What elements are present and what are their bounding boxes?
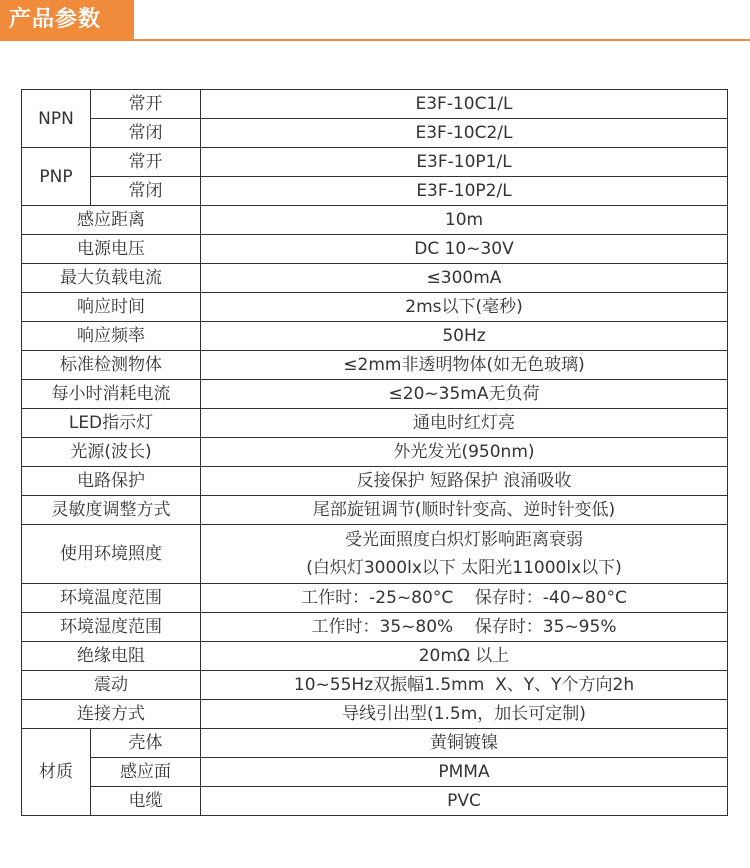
param-label-cell: 震动 (22, 671, 201, 700)
param-value-cell: 导线引出型(1.5m，加长可定制) (201, 700, 728, 729)
material-value-cell: PVC (201, 787, 728, 816)
param-value-cell: 通电时红灯亮 (201, 409, 728, 438)
table-row (22, 700, 728, 729)
table-row (22, 584, 728, 613)
table-row (22, 787, 728, 816)
param-label-cell: 环境温度范围 (22, 584, 201, 613)
product-spec-table (21, 89, 728, 816)
table-row (22, 613, 728, 642)
table-row (22, 671, 728, 700)
param-label-cell: 最大负载电流 (22, 264, 201, 293)
model-number-cell: E3F-10C2/L (201, 119, 728, 148)
table-row (22, 438, 728, 467)
material-label-cell: 材质 (22, 729, 91, 816)
table-row (22, 264, 728, 293)
param-label-cell: 绝缘电阻 (22, 642, 201, 671)
output-type-cell: NPN (22, 90, 91, 148)
param-label-cell: 感应距离 (22, 206, 201, 235)
param-value-cell: 外光发光(950nm) (201, 438, 728, 467)
table-row (22, 467, 728, 496)
model-number-cell: E3F-10C1/L (201, 90, 728, 119)
switch-mode-cell: 常闭 (91, 177, 201, 206)
param-label-cell: 环境湿度范围 (22, 613, 201, 642)
table-row (22, 90, 728, 119)
param-value-cell: ≤20~35mA无负荷 (201, 380, 728, 409)
param-value-cell: 20mΩ 以上 (201, 642, 728, 671)
param-label-cell: 连接方式 (22, 700, 201, 729)
param-value-cell (201, 525, 728, 584)
table-row (22, 642, 728, 671)
switch-mode-cell: 常开 (91, 148, 201, 177)
table-row (22, 206, 728, 235)
table-row (22, 235, 728, 264)
param-value-cell: ≤2mm非透明物体(如无色玻璃) (201, 351, 728, 380)
param-value-line: (白炽灯3000lx以下 太阳光11000lx以下) (306, 558, 622, 578)
table-row (22, 496, 728, 525)
param-label-cell: LED指示灯 (22, 409, 201, 438)
table-row (22, 351, 728, 380)
param-value-cell: ≤300mA (201, 264, 728, 293)
material-part-cell: 电缆 (91, 787, 201, 816)
param-value-cell: DC 10~30V (201, 235, 728, 264)
section-title: 产品参数 (0, 0, 134, 40)
switch-mode-cell: 常开 (91, 90, 201, 119)
switch-mode-cell: 常闭 (91, 119, 201, 148)
table-row (22, 293, 728, 322)
table-row (22, 525, 728, 584)
param-value-cell: 尾部旋钮调节(顺时针变高、逆时针变低) (201, 496, 728, 525)
material-value-cell: 黄铜镀镍 (201, 729, 728, 758)
material-part-cell: 感应面 (91, 758, 201, 787)
table-row (22, 758, 728, 787)
table-row (22, 119, 728, 148)
table-row (22, 322, 728, 351)
param-label-cell: 使用环境照度 (22, 525, 201, 584)
param-value-cell: 2ms以下(毫秒) (201, 293, 728, 322)
param-label-cell: 光源(波长) (22, 438, 201, 467)
material-value-cell: PMMA (201, 758, 728, 787)
model-number-cell: E3F-10P2/L (201, 177, 728, 206)
param-label-cell: 电路保护 (22, 467, 201, 496)
material-part-cell: 壳体 (91, 729, 201, 758)
param-value-cell: 反接保护 短路保护 浪涌吸收 (201, 467, 728, 496)
param-value-cell: 10~55Hz双振幅1.5mm X、Y、Y个方向2h (201, 671, 728, 700)
param-label-cell: 响应时间 (22, 293, 201, 322)
param-label-cell: 标准检测物体 (22, 351, 201, 380)
table-row (22, 148, 728, 177)
param-value-cell: 工作时：-25~80°C 保存时：-40~80°C (201, 584, 728, 613)
param-label-cell: 灵敏度调整方式 (22, 496, 201, 525)
output-type-cell: PNP (22, 148, 91, 206)
table-row (22, 177, 728, 206)
param-label-cell: 响应频率 (22, 322, 201, 351)
param-value-cell: 50Hz (201, 322, 728, 351)
section-header (0, 0, 750, 46)
param-value-cell: 工作时：35~80% 保存时：35~95% (201, 613, 728, 642)
table-row (22, 729, 728, 758)
param-value-line: 受光面照度白炽灯影响距离衰弱 (345, 530, 583, 550)
param-label-cell: 每小时消耗电流 (22, 380, 201, 409)
model-number-cell: E3F-10P1/L (201, 148, 728, 177)
table-row (22, 409, 728, 438)
table-row (22, 380, 728, 409)
param-value-cell: 10m (201, 206, 728, 235)
param-label-cell: 电源电压 (22, 235, 201, 264)
